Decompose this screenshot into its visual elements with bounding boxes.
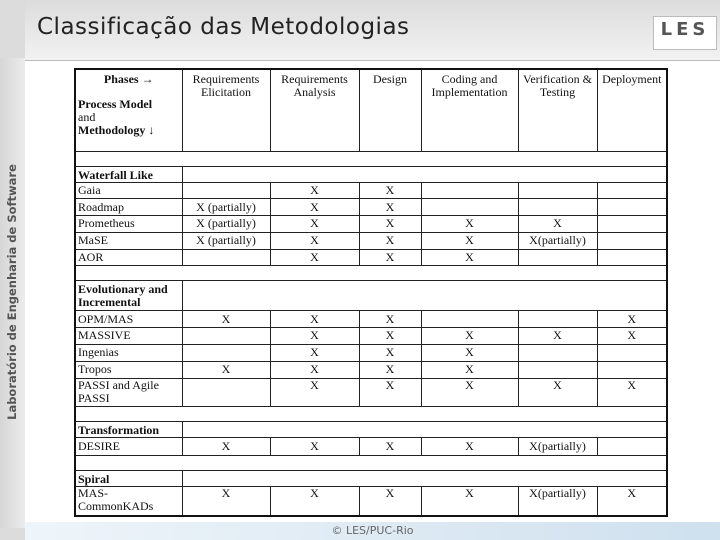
- les-logo-text: LES: [660, 19, 710, 40]
- table-cell: [518, 249, 597, 266]
- table-row: [75, 378, 667, 406]
- table-cell: [421, 182, 518, 199]
- table-cell: X: [421, 437, 518, 455]
- method-name: Gaia: [75, 182, 182, 199]
- table-cell: [518, 182, 597, 199]
- table-cell: [597, 182, 667, 199]
- header-divider: [25, 60, 720, 61]
- copyright-text: © LES/PUC-Rio: [331, 524, 414, 537]
- table-cell: [182, 249, 270, 266]
- table-cell: X: [359, 199, 421, 216]
- table-cell: X: [359, 486, 421, 516]
- group-row: [75, 470, 667, 486]
- table-cell: X: [421, 378, 518, 406]
- table-cell: [421, 199, 518, 216]
- side-bar: [0, 0, 25, 540]
- table-cell: [597, 361, 667, 378]
- table-cell: [518, 199, 597, 216]
- table-cell: [182, 328, 270, 345]
- method-name: MAS-CommonKADs: [75, 486, 182, 516]
- method-name: DESIRE: [75, 437, 182, 455]
- table-cell: X: [597, 486, 667, 516]
- table-cell: X: [359, 344, 421, 361]
- table-cell: [421, 311, 518, 328]
- column-header: Requirements Analysis: [270, 69, 359, 151]
- method-name: Prometheus: [75, 216, 182, 233]
- table-cell: X: [359, 361, 421, 378]
- process-model-header-cell: [75, 69, 182, 151]
- table-cell: X: [359, 232, 421, 249]
- table-cell: [182, 182, 270, 199]
- group-name: Spiral: [75, 470, 182, 486]
- table-cell: X: [597, 328, 667, 345]
- phases-label: Phases →: [103, 72, 154, 86]
- methodology-label: Methodology ↓: [78, 123, 155, 137]
- table-cell: X: [421, 249, 518, 266]
- table-cell: X (partially): [182, 199, 270, 216]
- table-cell: X: [270, 216, 359, 233]
- table-row: [75, 361, 667, 378]
- table-cell: [182, 378, 270, 406]
- table-cell: X: [182, 361, 270, 378]
- separator-row: [75, 406, 667, 421]
- table-cell: X: [421, 486, 518, 516]
- table-cell: X(partially): [518, 486, 597, 516]
- method-name: Ingenias: [75, 344, 182, 361]
- column-header: Design: [359, 69, 421, 151]
- separator-row: [75, 455, 667, 470]
- table-cell: X: [359, 216, 421, 233]
- table-cell: X: [421, 361, 518, 378]
- table-cell: X: [421, 232, 518, 249]
- group-row: [75, 281, 667, 311]
- method-name: PASSI and Agile PASSI: [75, 378, 182, 406]
- table-cell: X: [359, 437, 421, 455]
- method-name: AOR: [75, 249, 182, 266]
- table-cell: X: [518, 328, 597, 345]
- table-cell: [518, 311, 597, 328]
- table-cell: [597, 437, 667, 455]
- table-row: [75, 328, 667, 345]
- table-row: [75, 232, 667, 249]
- group-row: [75, 166, 667, 182]
- les-logo: [653, 16, 717, 50]
- table-row: [75, 344, 667, 361]
- table-row: [75, 182, 667, 199]
- table-cell: X: [518, 216, 597, 233]
- table-cell: X: [270, 361, 359, 378]
- table-cell: [597, 199, 667, 216]
- method-name: MASSIVE: [75, 328, 182, 345]
- table-cell: X: [270, 344, 359, 361]
- table-row: [75, 486, 667, 516]
- table-cell: X: [182, 437, 270, 455]
- table-row: [75, 249, 667, 266]
- column-header: Coding and Implementation: [421, 69, 518, 151]
- table-row: [75, 437, 667, 455]
- phases-header-row: [75, 69, 667, 151]
- separator-row: [75, 151, 667, 166]
- table-cell: [597, 216, 667, 233]
- table-cell: X: [270, 437, 359, 455]
- table-cell: X: [518, 378, 597, 406]
- group-name: Evolutionary and Incremental: [75, 281, 182, 311]
- table-cell: X: [270, 232, 359, 249]
- table-cell: X: [182, 311, 270, 328]
- table-cell: X: [270, 182, 359, 199]
- table-cell: [518, 344, 597, 361]
- table-cell: X: [359, 378, 421, 406]
- footer-bar: [25, 522, 720, 540]
- table-cell: X: [270, 249, 359, 266]
- table-cell: X: [270, 311, 359, 328]
- table-cell: X: [359, 328, 421, 345]
- table-row: [75, 199, 667, 216]
- table-cell: X: [359, 249, 421, 266]
- table-cell: X: [421, 328, 518, 345]
- table-cell: X(partially): [518, 437, 597, 455]
- table-cell: [597, 344, 667, 361]
- separator-row: [75, 266, 667, 281]
- and-label: and: [78, 110, 96, 124]
- slide-title: Classificação das Metodologias: [37, 14, 410, 40]
- table-cell: X: [270, 328, 359, 345]
- table-cell: X: [182, 486, 270, 516]
- table-row: [75, 311, 667, 328]
- method-name: Tropos: [75, 361, 182, 378]
- table-cell: X: [359, 182, 421, 199]
- group-name: Transformation: [75, 421, 182, 437]
- table-cell: X(partially): [518, 232, 597, 249]
- table-cell: X: [421, 216, 518, 233]
- column-header: Requirements Elicitation: [182, 69, 270, 151]
- table-cell: X (partially): [182, 216, 270, 233]
- table-row: [75, 216, 667, 233]
- method-name: MaSE: [75, 232, 182, 249]
- table-cell: [518, 361, 597, 378]
- table-cell: X: [597, 378, 667, 406]
- table-cell: [597, 232, 667, 249]
- side-label: Laboratório de Engenharia de Software: [5, 164, 19, 420]
- process-model-label: Process Model: [78, 97, 153, 111]
- table-cell: [597, 249, 667, 266]
- group-name: Waterfall Like: [75, 166, 182, 182]
- group-row: [75, 421, 667, 437]
- column-header: Deployment: [597, 69, 667, 151]
- methodology-table: [74, 68, 668, 517]
- table-cell: X: [359, 311, 421, 328]
- table-cell: [182, 344, 270, 361]
- table-cell: X: [270, 378, 359, 406]
- table-cell: X: [270, 199, 359, 216]
- table-cell: X (partially): [182, 232, 270, 249]
- method-name: OPM/MAS: [75, 311, 182, 328]
- method-name: Roadmap: [75, 199, 182, 216]
- table-cell: X: [597, 311, 667, 328]
- table-cell: X: [421, 344, 518, 361]
- column-header: Verification & Testing: [518, 69, 597, 151]
- table-cell: X: [270, 486, 359, 516]
